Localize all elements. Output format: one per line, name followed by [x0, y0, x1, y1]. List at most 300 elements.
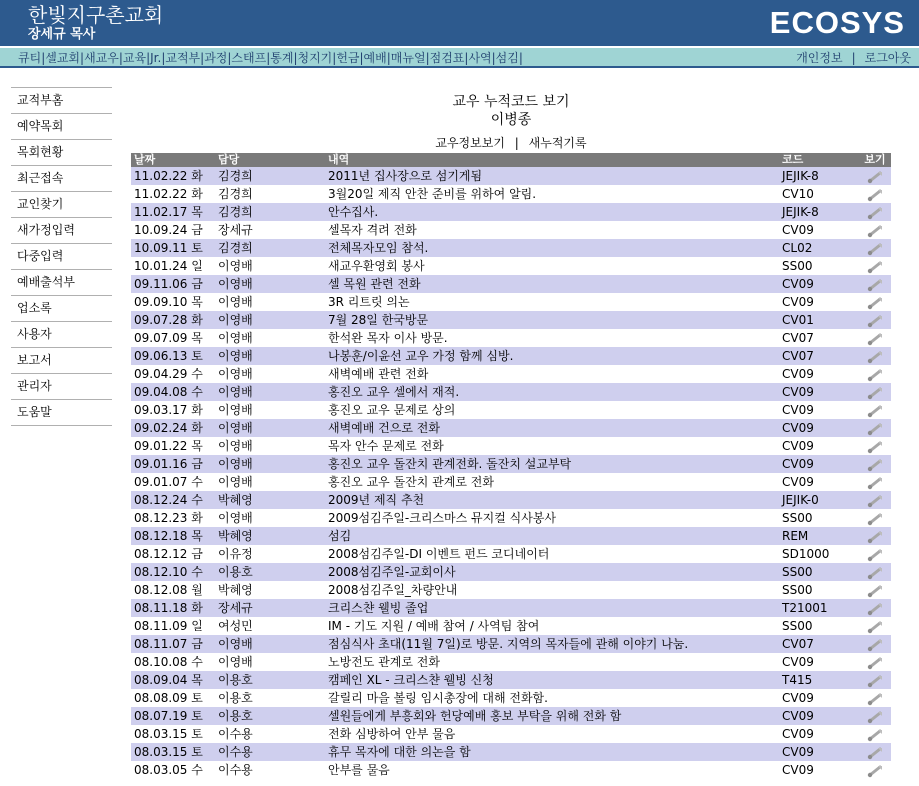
view-icon[interactable] — [866, 260, 884, 274]
app-header — [0, 0, 919, 46]
cell-description: 한석완 목자 이사 방문. — [328, 331, 448, 345]
cell-code: CV07 — [782, 637, 814, 651]
cell-description: 전화 심방하여 안부 물음 — [328, 727, 456, 741]
view-icon[interactable] — [866, 566, 884, 580]
view-button[interactable] — [859, 617, 891, 635]
cell-date: 08.07.19 토 — [134, 709, 203, 723]
cell-description: 셀원들에게 부흥회와 헌당예배 홍보 부탁을 위해 전화 함 — [328, 709, 622, 723]
cell-staff: 이영배 — [218, 637, 253, 651]
col-header-code: 코드 — [782, 153, 804, 166]
cell-code: SS00 — [782, 565, 813, 579]
menu-item[interactable]: 헌금 — [336, 51, 360, 65]
view-icon[interactable] — [866, 296, 884, 310]
view-button[interactable] — [859, 293, 891, 311]
cell-date: 08.09.04 목 — [134, 673, 203, 687]
cell-description: 점심식사 초대(11월 7일)로 방문. 지역의 목자들에 관해 이야기 나눔. — [328, 637, 689, 651]
cell-staff: 이용호 — [218, 673, 253, 687]
cell-description: 전체목자모임 참석. — [328, 241, 429, 255]
cell-staff: 이유정 — [218, 547, 253, 561]
cell-description: 7월 28일 한국방문 — [328, 313, 429, 327]
table-row — [131, 167, 891, 185]
view-icon[interactable] — [866, 242, 884, 256]
cell-date: 10.09.24 금 — [134, 223, 203, 237]
menu-separator: | — [851, 51, 856, 65]
table-row — [131, 203, 891, 221]
menu-item[interactable]: 셀교회 — [45, 51, 81, 65]
menu-separator: | — [518, 51, 523, 65]
view-button[interactable] — [859, 725, 891, 743]
cell-date: 08.12.12 금 — [134, 547, 203, 561]
cell-date: 09.04.29 수 — [134, 367, 203, 381]
table-row — [131, 239, 891, 257]
main-content — [131, 93, 891, 777]
cell-date: 09.01.07 수 — [134, 475, 203, 489]
sidebar-item[interactable]: 다중입력 — [11, 244, 112, 270]
sub-links — [131, 135, 891, 151]
cell-code: SD1000 — [782, 547, 830, 561]
view-button[interactable] — [859, 419, 891, 437]
page-title: 교우 누적코드 보기 — [452, 94, 570, 110]
view-button[interactable] — [859, 347, 891, 365]
view-icon[interactable] — [866, 638, 884, 652]
menu-item-profile[interactable]: 개인정보 — [796, 51, 843, 65]
sidebar-item[interactable]: 새가정입력 — [11, 218, 112, 244]
view-button[interactable] — [859, 437, 891, 455]
cell-code: CV09 — [782, 745, 814, 759]
table-row — [131, 347, 891, 365]
cell-date: 08.12.18 목 — [134, 529, 203, 543]
cell-code: CV09 — [782, 691, 814, 705]
view-button[interactable] — [859, 203, 891, 221]
cell-code: CV07 — [782, 331, 814, 345]
cell-staff: 이영배 — [218, 277, 253, 291]
table-row — [131, 689, 891, 707]
cell-date: 10.01.24 일 — [134, 259, 203, 273]
cell-description: 홍진오 교우 돌잔치 관계전화. 돌잔치 설교부탁 — [328, 457, 572, 471]
menu-item[interactable]: 사역 — [468, 51, 492, 65]
view-button[interactable] — [859, 761, 891, 779]
view-icon[interactable] — [866, 692, 884, 706]
cell-staff: 이용호 — [218, 709, 253, 723]
cell-date: 08.12.24 수 — [134, 493, 203, 507]
sidebar-item[interactable]: 관리자 — [11, 374, 112, 400]
cell-staff: 이수용 — [218, 745, 253, 759]
sidebar-item[interactable]: 보고서 — [11, 348, 112, 374]
cell-date: 08.12.08 월 — [134, 583, 203, 597]
cell-description: 2008섬김주일-교회이사 — [328, 565, 456, 579]
table-row — [131, 725, 891, 743]
view-icon[interactable] — [866, 476, 884, 490]
menu-item[interactable]: 큐티 — [18, 51, 42, 65]
sidebar-item[interactable]: 도움말 — [11, 400, 112, 426]
view-button[interactable] — [859, 527, 891, 545]
sidebar-item[interactable]: 교인찾기 — [11, 192, 112, 218]
cell-description: 2008섬김주일-DI 이벤트 펀드 코디네이터 — [328, 547, 550, 561]
col-header-description: 내역 — [328, 153, 350, 166]
menu-item[interactable]: 섬김 — [495, 51, 519, 65]
cell-date: 11.02.22 화 — [134, 187, 203, 201]
cell-staff: 이영배 — [218, 259, 253, 273]
view-icon[interactable] — [866, 440, 884, 454]
view-button[interactable] — [859, 311, 891, 329]
cell-staff: 김경희 — [218, 241, 253, 255]
cell-staff: 이영배 — [218, 403, 253, 417]
cell-description: 홍진오 교우 문제로 상의 — [328, 403, 456, 417]
cell-date: 08.03.15 토 — [134, 745, 203, 759]
cell-code: CV09 — [782, 475, 814, 489]
view-button[interactable] — [859, 473, 891, 491]
view-icon[interactable] — [866, 404, 884, 418]
table-row — [131, 545, 891, 563]
cell-code: CV09 — [782, 367, 814, 381]
sidebar-item[interactable]: 예약목회 — [11, 114, 112, 140]
table-row — [131, 761, 891, 779]
menu-item[interactable]: 청지기 — [297, 51, 333, 65]
col-header-date: 날짜 — [134, 153, 156, 166]
cell-description: 홍진오 교우 셀에서 재적. — [328, 385, 460, 399]
table-header — [131, 153, 891, 167]
cell-code: JEJIK-0 — [782, 493, 819, 507]
cell-code: T415 — [782, 673, 813, 687]
table-body — [131, 167, 891, 779]
cell-date: 08.11.09 일 — [134, 619, 203, 633]
menu-item[interactable]: 교육 — [122, 51, 147, 65]
view-button[interactable] — [859, 455, 891, 473]
cell-code: CV09 — [782, 403, 814, 417]
sidebar-item[interactable]: 교적부홈 — [11, 88, 112, 114]
table-row — [131, 509, 891, 527]
view-icon[interactable] — [866, 278, 884, 292]
cell-code: CV09 — [782, 295, 814, 309]
cell-description: 셀목자 격려 전화 — [328, 223, 417, 237]
cell-code: CV09 — [782, 763, 814, 777]
view-button[interactable] — [859, 491, 891, 509]
cell-description: 나봉훈/이윤선 교우 가정 함께 심방. — [328, 349, 514, 363]
cell-date: 08.11.18 화 — [134, 601, 203, 615]
cell-code: CL02 — [782, 241, 813, 255]
cell-code: CV09 — [782, 439, 814, 453]
cell-description: 3R 리트릿 의논 — [328, 295, 410, 309]
sidebar-item[interactable]: 예배출석부 — [11, 270, 112, 296]
view-button[interactable] — [859, 257, 891, 275]
cell-code: CV09 — [782, 385, 814, 399]
cell-date: 09.07.28 화 — [134, 313, 203, 327]
cell-staff: 이영배 — [218, 511, 253, 525]
menu-separator: | — [386, 51, 391, 65]
table-row — [131, 311, 891, 329]
cell-date: 09.07.09 목 — [134, 331, 203, 345]
view-button[interactable] — [859, 653, 891, 671]
cell-code: JEJIK-8 — [782, 205, 819, 219]
cell-staff: 이영배 — [218, 313, 253, 327]
view-icon[interactable] — [866, 512, 884, 526]
cell-description: 새교우환영회 봉사 — [328, 259, 425, 273]
cell-description: 3월20일 제직 안찬 준비를 위하여 알림. — [328, 187, 537, 201]
view-icon[interactable] — [866, 674, 884, 688]
view-icon[interactable] — [866, 422, 884, 436]
table-row — [131, 671, 891, 689]
view-button[interactable] — [859, 635, 891, 653]
table-row — [131, 185, 891, 203]
cell-date: 08.08.09 토 — [134, 691, 203, 705]
menu-separator: | — [332, 51, 337, 65]
link-separator: | — [514, 136, 519, 150]
view-button[interactable] — [859, 509, 891, 527]
menu-item[interactable]: 교적부 — [165, 51, 201, 65]
menu-separator: | — [491, 51, 496, 65]
cell-staff: 김경희 — [218, 169, 253, 183]
view-icon[interactable] — [866, 170, 884, 184]
cell-description: 새벽예배 건으로 전화 — [328, 421, 440, 435]
cell-code: CV10 — [782, 187, 814, 201]
view-button[interactable] — [859, 383, 891, 401]
cell-description: IM - 기도 지원 / 예배 참여 / 사역팀 참여 — [328, 619, 540, 633]
pastor-name: 장세규 목사 — [28, 27, 96, 42]
cell-staff: 이영배 — [218, 475, 253, 489]
view-icon[interactable] — [866, 530, 884, 544]
view-icon[interactable] — [866, 620, 884, 634]
cell-code: SS00 — [782, 619, 813, 633]
cell-staff: 이영배 — [218, 295, 253, 309]
cell-staff: 김경희 — [218, 205, 253, 219]
user-menu — [796, 50, 911, 66]
cell-date: 09.04.08 수 — [134, 385, 203, 399]
church-name: 한빛지구촌교회 — [28, 3, 164, 27]
view-button[interactable] — [859, 239, 891, 257]
cell-date: 09.06.13 토 — [134, 349, 203, 363]
view-icon[interactable] — [866, 584, 884, 598]
main-menu — [18, 50, 523, 66]
table-row — [131, 617, 891, 635]
table-row — [131, 599, 891, 617]
table-row — [131, 329, 891, 347]
cell-code: CV01 — [782, 313, 814, 327]
cell-description: 새벽예배 관련 전화 — [328, 367, 429, 381]
cell-staff: 김경희 — [218, 187, 253, 201]
menu-item[interactable]: 점검표 — [429, 51, 465, 65]
menu-separator: | — [293, 51, 298, 65]
table-row — [131, 293, 891, 311]
cell-date: 11.02.17 목 — [134, 205, 203, 219]
table-row — [131, 455, 891, 473]
cell-code: SS00 — [782, 259, 813, 273]
view-icon[interactable] — [866, 386, 884, 400]
view-button[interactable] — [859, 545, 891, 563]
cell-date: 08.03.05 수 — [134, 763, 203, 777]
member-info-link[interactable]: 교우정보보기 — [435, 136, 505, 150]
top-menu-bar — [0, 46, 919, 68]
table-row — [131, 653, 891, 671]
view-icon[interactable] — [866, 332, 884, 346]
view-button[interactable] — [859, 401, 891, 419]
cell-description: 2009년 제직 추천 — [328, 493, 425, 507]
view-icon[interactable] — [866, 224, 884, 238]
cell-staff: 이수용 — [218, 763, 253, 777]
menu-separator: | — [80, 51, 85, 65]
cell-description: 2009섬김주일-크리스마스 뮤지컬 식사봉사 — [328, 511, 556, 525]
cell-description: 셀 목원 관련 전화 — [328, 277, 421, 291]
cell-staff: 이영배 — [218, 331, 253, 345]
table-row — [131, 707, 891, 725]
new-record-link[interactable]: 새누적기록 — [528, 136, 587, 150]
cell-code: CV09 — [782, 655, 814, 669]
cell-description: 목자 안수 문제로 전화 — [328, 439, 444, 453]
table-row — [131, 437, 891, 455]
menu-item-logout[interactable]: 로그아웃 — [864, 51, 911, 65]
table-row — [131, 275, 891, 293]
view-button[interactable] — [859, 563, 891, 581]
view-button[interactable] — [859, 707, 891, 725]
view-button[interactable] — [859, 329, 891, 347]
view-button[interactable] — [859, 581, 891, 599]
view-button[interactable] — [859, 167, 891, 185]
menu-separator: | — [266, 51, 271, 65]
cell-staff: 장세규 — [218, 223, 253, 237]
cell-staff: 박혜영 — [218, 529, 253, 543]
table-row — [131, 581, 891, 599]
view-icon[interactable] — [866, 656, 884, 670]
table-row — [131, 419, 891, 437]
menu-separator: | — [161, 51, 166, 65]
cell-code: SS00 — [782, 511, 813, 525]
table-row — [131, 365, 891, 383]
menu-item[interactable]: 과정 — [204, 51, 228, 65]
cell-description: 크리스챤 웰빙 졸업 — [328, 601, 429, 615]
cell-code: CV09 — [782, 421, 814, 435]
sidebar-nav — [11, 87, 112, 426]
menu-separator: | — [200, 51, 205, 65]
cell-staff: 이용호 — [218, 691, 253, 705]
view-icon[interactable] — [866, 368, 884, 382]
cell-date: 09.02.24 화 — [134, 421, 203, 435]
cell-staff: 이영배 — [218, 655, 253, 669]
view-icon[interactable] — [866, 728, 884, 742]
cell-code: CV09 — [782, 223, 814, 237]
menu-separator: | — [425, 51, 430, 65]
view-icon[interactable] — [866, 602, 884, 616]
cell-code: REM — [782, 529, 809, 543]
view-icon[interactable] — [866, 206, 884, 220]
view-button[interactable] — [859, 365, 891, 383]
menu-item[interactable]: 매뉴얼 — [390, 51, 426, 65]
table-row — [131, 491, 891, 509]
cell-staff: 이영배 — [218, 421, 253, 435]
view-icon[interactable] — [866, 458, 884, 472]
view-button[interactable] — [859, 599, 891, 617]
cell-code: CV09 — [782, 277, 814, 291]
cell-code: CV07 — [782, 349, 814, 363]
menu-item[interactable]: 스태프 — [231, 51, 267, 65]
view-icon[interactable] — [866, 350, 884, 364]
menu-item[interactable]: 통계 — [270, 51, 294, 65]
sidebar-item[interactable]: 업소록 — [11, 296, 112, 322]
cell-code: CV09 — [782, 727, 814, 741]
sidebar-item[interactable]: 최근접속 — [11, 166, 112, 192]
records-table — [131, 153, 891, 779]
cell-staff: 이영배 — [218, 349, 253, 363]
menu-item[interactable]: 예배 — [363, 51, 387, 65]
cell-staff: 박혜영 — [218, 493, 253, 507]
sidebar-item[interactable]: 목회현황 — [11, 140, 112, 166]
view-button[interactable] — [859, 221, 891, 239]
cell-description: 2011년 집사장으로 섬기게됨 — [328, 169, 483, 183]
view-button[interactable] — [859, 185, 891, 203]
view-icon[interactable] — [866, 548, 884, 562]
cell-description: 갈릴리 마을 볼링 임시총장에 대해 전화함. — [328, 691, 548, 705]
menu-item[interactable]: Jr. — [150, 51, 162, 65]
view-button[interactable] — [859, 689, 891, 707]
cell-description: 2008섬김주일_차량안내 — [328, 583, 458, 597]
col-header-view: 보기 — [864, 153, 886, 166]
menu-separator: | — [41, 51, 46, 65]
menu-separator: | — [146, 51, 151, 65]
menu-separator: | — [227, 51, 232, 65]
view-icon[interactable] — [866, 710, 884, 724]
table-row — [131, 563, 891, 581]
cell-description: 캠페인 XL - 크리스챤 웰빙 신청 — [328, 673, 494, 687]
cell-date: 11.02.22 화 — [134, 169, 203, 183]
table-row — [131, 221, 891, 239]
table-row — [131, 743, 891, 761]
cell-code: CV09 — [782, 709, 814, 723]
cell-description: 홍진오 교우 돌잔치 관계로 전화 — [328, 475, 494, 489]
menu-separator: | — [359, 51, 364, 65]
cell-date: 08.12.10 수 — [134, 565, 203, 579]
cell-description: 노방전도 관계로 전화 — [328, 655, 440, 669]
view-icon[interactable] — [866, 746, 884, 760]
cell-staff: 이영배 — [218, 367, 253, 381]
cell-staff: 이영배 — [218, 457, 253, 471]
cell-staff: 이영배 — [218, 439, 253, 453]
sidebar-item[interactable]: 사용자 — [11, 322, 112, 348]
menu-separator: | — [118, 51, 123, 65]
brand-logo: ECOSYS — [769, 5, 905, 40]
cell-date: 09.03.17 화 — [134, 403, 203, 417]
view-button[interactable] — [859, 275, 891, 293]
cell-staff: 이용호 — [218, 565, 253, 579]
cell-staff: 여성민 — [218, 619, 253, 633]
cell-description: 섬김 — [328, 529, 352, 543]
menu-item[interactable]: 새교우 — [84, 51, 119, 65]
view-button[interactable] — [859, 743, 891, 761]
view-icon[interactable] — [866, 314, 884, 328]
cell-date: 09.09.10 목 — [134, 295, 203, 309]
cell-staff: 박혜영 — [218, 583, 253, 597]
cell-code: JEJIK-8 — [782, 169, 819, 183]
cell-date: 09.11.06 금 — [134, 277, 203, 291]
cell-staff: 이영배 — [218, 385, 253, 399]
cell-date: 09.01.16 금 — [134, 457, 203, 471]
cell-date: 08.12.23 화 — [134, 511, 203, 525]
cell-staff: 장세규 — [218, 601, 253, 615]
view-icon[interactable] — [866, 494, 884, 508]
table-row — [131, 401, 891, 419]
view-icon[interactable] — [866, 188, 884, 202]
table-row — [131, 527, 891, 545]
cell-code: CV09 — [782, 457, 814, 471]
cell-date: 08.03.15 토 — [134, 727, 203, 741]
view-icon[interactable] — [866, 764, 884, 778]
cell-description: 휴무 목자에 대한 의논을 함 — [328, 745, 471, 759]
person-name: 이병종 — [490, 112, 532, 128]
cell-code: T21001 — [782, 601, 828, 615]
table-row — [131, 257, 891, 275]
view-button[interactable] — [859, 671, 891, 689]
table-row — [131, 635, 891, 653]
cell-date: 08.10.08 수 — [134, 655, 203, 669]
cell-description: 안부를 물음 — [328, 763, 390, 777]
table-row — [131, 383, 891, 401]
